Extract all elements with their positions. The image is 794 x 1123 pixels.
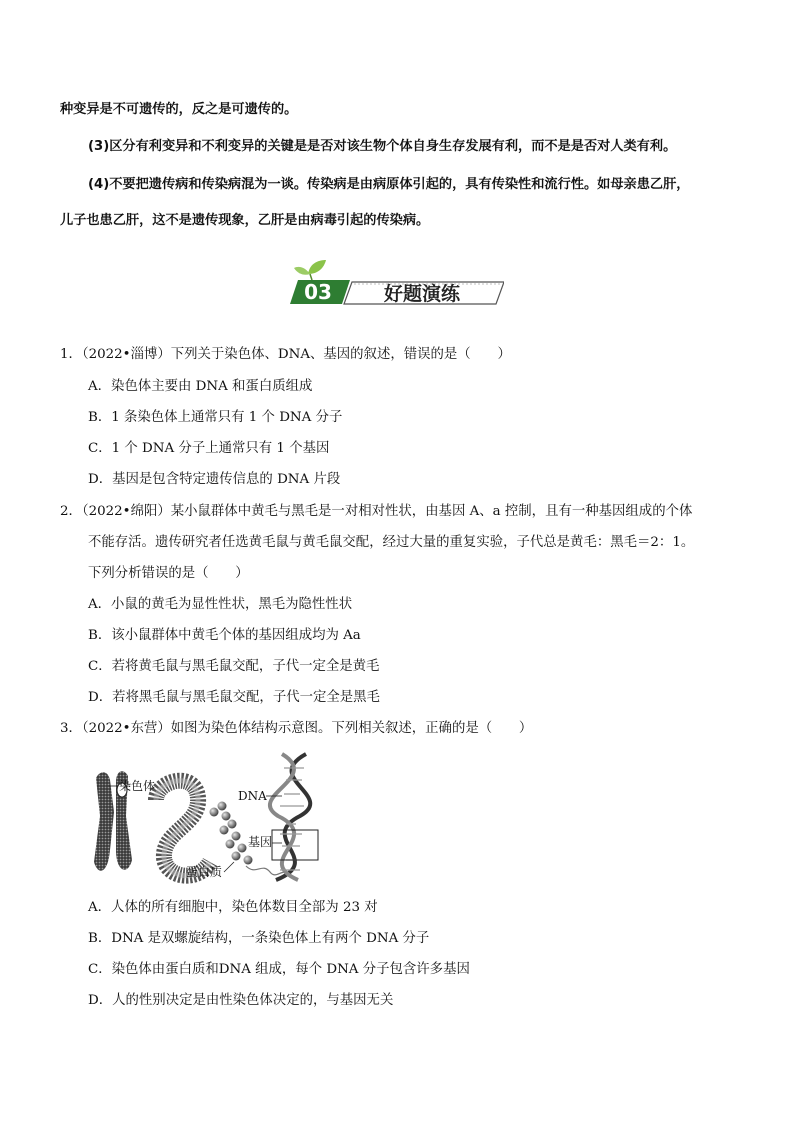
question-1-option-d: D．基因是包含特定遗传信息的 DNA 片段 bbox=[88, 472, 341, 487]
question-3-option-a: A．人体的所有细胞中，染色体数目全部为 23 对 bbox=[88, 900, 378, 915]
coiled-chromatin-fiber bbox=[156, 781, 210, 876]
label-chromosome: 染色体 bbox=[119, 779, 156, 793]
question-2-stem-line-3: 下列分析错误的是（ ） bbox=[88, 566, 249, 581]
question-3-stem: 3．（2022•东营）如图为染色体结构示意图。下列相关叙述，正确的是（ ） bbox=[60, 721, 533, 736]
section-banner bbox=[290, 258, 504, 308]
label-protein: 蛋白质 bbox=[186, 865, 223, 879]
question-2-stem-line-2: 不能存活。遗传研究者任选黄毛鼠与黄毛鼠交配，经过大量的重复实验，子代总是黄毛：黑毛＝2：1。 bbox=[88, 535, 695, 550]
intro-line-1: 种变异是不可遗传的，反之是可遗传的。 bbox=[60, 102, 298, 117]
question-2-option-b: B．该小鼠群体中黄毛个体的基因组成均为 Aa bbox=[88, 628, 361, 643]
question-2-stem-line-1: 2．（2022•绵阳）某小鼠群体中黄毛与黑毛是一对相对性状，由基因 A、a 控制，且有一种基因组成的个体 bbox=[60, 504, 693, 519]
leaf-icon bbox=[294, 260, 326, 280]
question-1-option-c: C．1 个 DNA 分子上通常只有 1 个基因 bbox=[88, 441, 330, 456]
question-1-option-a: A．染色体主要由 DNA 和蛋白质组成 bbox=[88, 379, 313, 394]
label-gene: 基因 bbox=[248, 835, 273, 849]
question-2-option-a: A．小鼠的黄毛为显性性状，黑毛为隐性性状 bbox=[88, 597, 353, 612]
intro-line-4: 儿子也患乙肝，这不是遗传现象，乙肝是由病毒引起的传染病。 bbox=[60, 213, 430, 228]
question-1-option-b: B．1 条染色体上通常只有 1 个 DNA 分子 bbox=[88, 410, 343, 425]
chromosome-structure-figure bbox=[86, 750, 336, 892]
question-1-stem: 1．（2022•淄博）下列关于染色体、DNA、基因的叙述，错误的是（ ） bbox=[60, 347, 511, 362]
intro-line-2: (3)区分有利变异和不利变异的关键是是否对该生物个体自身生存发展有利，而不是是否对人类有利。 bbox=[88, 139, 677, 154]
question-3-option-c: C．染色体由蛋白质和DNA 组成，每个 DNA 分子包含许多基因 bbox=[88, 962, 470, 977]
intro-line-3: (4)不要把遗传病和传染病混为一谈。传染病是由病原体引起的，具有传染性和流行性。如母亲患乙肝， bbox=[88, 177, 690, 192]
banner-title: 好题演练 bbox=[383, 283, 461, 305]
protein-beads bbox=[210, 802, 253, 865]
label-dna: DNA bbox=[238, 789, 267, 803]
question-3-option-d: D．人的性别决定是由性染色体决定的，与基因无关 bbox=[88, 993, 394, 1008]
banner-number: 03 bbox=[304, 280, 332, 304]
question-2-option-c: C．若将黄毛鼠与黑毛鼠交配，子代一定全是黄毛 bbox=[88, 659, 380, 674]
dna-double-helix bbox=[270, 754, 318, 880]
question-2-option-d: D．若将黑毛鼠与黑毛鼠交配，子代一定全是黑毛 bbox=[88, 690, 380, 705]
question-3-option-b: B．DNA 是双螺旋结构，一条染色体上有两个 DNA 分子 bbox=[88, 931, 430, 946]
